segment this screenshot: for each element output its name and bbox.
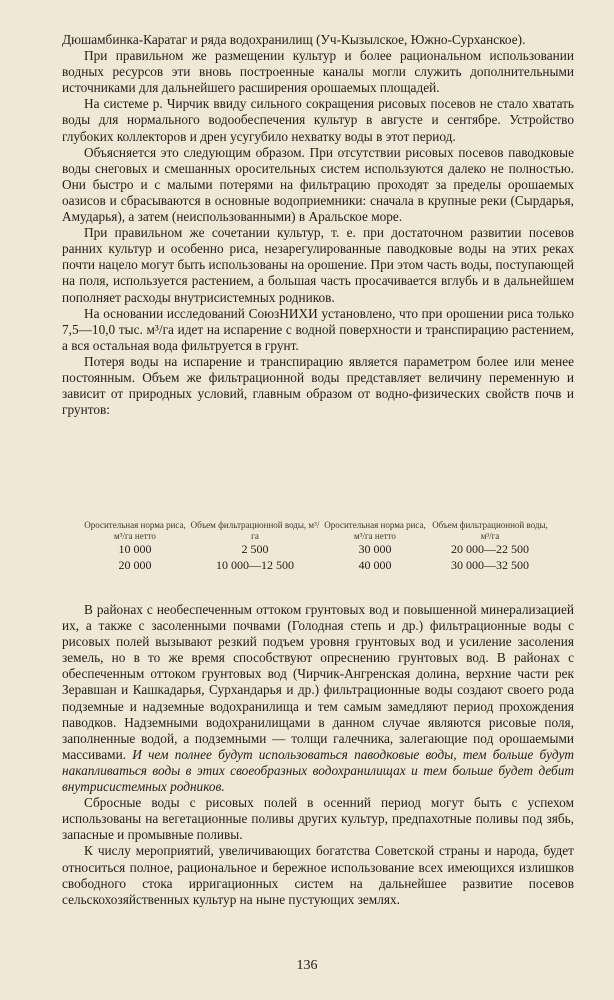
table-header-row <box>80 520 550 541</box>
paragraph: При правильном же сочетании культур, т. е. при достаточном развитии посевов ранних культур и особенно риса, незарегулированные паводковые воды на этих реках почти нацело могут быть использованы на орошение. При этом часть воды, поступающей на поля, используется растением, а большая часть просачивается вглубь и в дальнейшем пополняет расходы внутрисистемных родников. <box>62 225 574 305</box>
table-header-cell: Объем фильтрационной воды, м³/га <box>432 520 548 541</box>
table-row <box>80 557 550 573</box>
paragraph: На основании исследований СоюзНИХИ установлено, что при орошении риса только 7,5—10,0 тыс. м³/га идет на испарение с водной поверхности и транспирацию растением, а вся остальная вода фильтруется в грунт. <box>62 305 574 353</box>
page-number: 136 <box>296 958 318 973</box>
table-header-cell: Оросительная норма риса, м³/га нетто <box>324 520 426 541</box>
text-block-top <box>62 32 574 418</box>
table-row <box>80 541 550 557</box>
table-cell: 20 000 <box>118 558 152 572</box>
table-cell: 30 000 <box>358 542 392 556</box>
table-cell: 30 000—32 500 <box>451 558 529 572</box>
table-cell: 10 000 <box>118 542 152 556</box>
paragraph-italic-text: И чем полнее будут использоваться паводковые воды, тем больше будут накапливаться воды в этих своеобразных водохранилищах и тем больше будет дебит внутрисистемных родников. <box>62 746 574 795</box>
paragraph: Дюшамбинка-Каратаг и ряда водохранилищ (Уч-Кызылское, Южно-Сурханское). <box>62 32 526 47</box>
paragraph <box>62 602 574 795</box>
table-header-cell: Объем фильтрационной воды, м³/га <box>190 520 320 541</box>
paragraph-plain-text: В районах с необеспеченным оттоком грунтовых вод и повышенной минерализацией их, а также с засоленными почвами (Голодная степь и др.) фильтрационные воды с рисовых полей вызывают резкий подъем уровня грунтовых вод и усиление засоления земель, но в то же время способствуют опреснению грунтовых вод. В районах с обеспеченным оттоком грунтовых вод (Чирчик-Ангренская долина, верхние части рек Зеравшан и Кашкадарья, Сурхандарья и др.) фильтрационные воды создают своего рода подземные и надземные водохранилища и тем самым замедляют период прохождения паводков. Надземными водохранилищами в данном случае являются рисовые поля, заполненные водой, а подземными — толщи галечника, залегающие под орошаемыми массивами. <box>62 602 574 762</box>
paragraph: К числу мероприятий, увеличивающих богатства Советской страны и народа, будет относиться полное, рациональное и бережное использование всех имеющихся излишков свободного стока ирригационных систем на дальнейшее развитие посевов сельскохозяйственных культур на ныне пустующих землях. <box>62 843 574 907</box>
paragraph: На системе р. Чирчик ввиду сильного сокращения рисовых посевов не стало хватать воды для нормального водообеспечения культур в августе и сентябре. Устройство глубоких коллекторов и дрен усугубило нехватку воды в этот период. <box>62 96 574 144</box>
irrigation-table <box>80 520 550 573</box>
table-cell: 10 000—12 500 <box>216 558 294 572</box>
table-cell: 40 000 <box>358 558 392 572</box>
paragraph: Потеря воды на испарение и транспирацию является параметром более или менее постоянным. Объем же фильтрационной воды представляет величину переменную и зависит от природных условий, главным образом от водно-физических свойств почв и грунтов: <box>62 353 574 418</box>
text-block-bottom <box>62 602 574 908</box>
paragraph: Объясняется это следующим образом. При отсутствии рисовых посевов паводковые воды снеговых и смешанных оросительных систем используются далеко не полностью. Они быстро и с малыми потерями на фильтрацию проходят за пределы орошаемых оазисов и сбрасываются в основные водоприемники: сначала в крупные реки (Сырдарья, Амударья), а затем (неиспользованными) в Аральское море. <box>62 144 574 225</box>
table-cell: 20 000—22 500 <box>451 542 529 556</box>
paragraph: Сбросные воды с рисовых полей в осенний период могут быть с успехом использованы на вегетационные поливы других культур, предпахотные поливы под зябь, запасные и промывные поливы. <box>62 795 574 843</box>
table-header-cell: Оросительная норма риса, м³/га нетто <box>84 520 186 541</box>
table-cell: 2 500 <box>241 542 269 556</box>
paragraph: При правильном же размещении культур и более рациональном использовании водных ресурсов эти вновь построенные каналы могли служить дополнительными источниками для дальнейшего расширения орошаемых площадей. <box>62 48 574 96</box>
